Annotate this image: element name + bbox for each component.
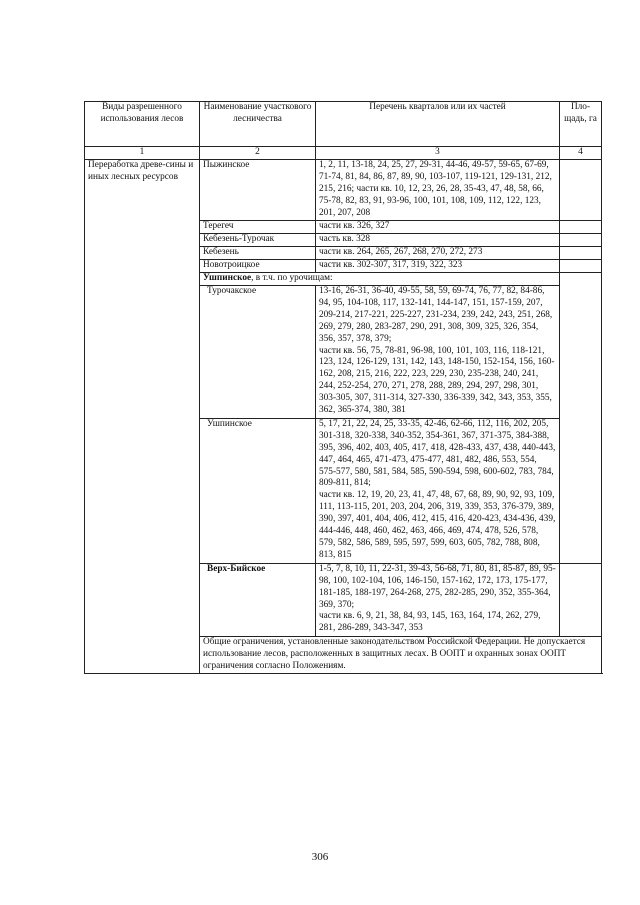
quarters-parts: части кв. 56, 75, 78-81, 96-98, 100, 101, 103, 116, 118-121, 123, 124, 126-129, 131, 142, 143, 148-150, 152-154, 156, 160-162, 208, 215, 216, 222, 223, 229, 230, 235-238, 240, 241, 244, 252-254, 270, 271, 278, 288, 289, 294, 297, 298, 301, 303-305, 307, 311-314, 327-330, 336-339, 342, 343, 353, 355, 362, 365-374, 380, 381 bbox=[319, 345, 555, 416]
area-cell bbox=[560, 159, 602, 221]
quarters-parts: части кв. 12, 19, 20, 23, 41, 47, 48, 67, 68, 89, 90, 92, 93, 109, 111, 113-115, 201, 203, 204, 206, 319, 339, 353, 376-379, 389, 390, 397, 401, 404, 406, 412, 415, 416, 420-423, 434-436, 439, 444-446, 448, 460, 462, 463, 466, 469, 474, 478, 526, 578, 579, 582, 586, 589, 595, 597, 599, 603, 605, 782, 788, 808, 813, 815 bbox=[319, 490, 556, 560]
ushpinskoe-title: Ушпинское bbox=[203, 273, 252, 284]
quarters-list: части кв. 326, 327 bbox=[316, 221, 560, 234]
district-name: Кебезень bbox=[200, 247, 316, 260]
header-row bbox=[85, 102, 602, 147]
forest-use-table bbox=[84, 101, 602, 674]
district-name: Кебезень-Турочак bbox=[200, 234, 316, 247]
col-number: 1 bbox=[85, 147, 200, 160]
table-row bbox=[85, 159, 602, 221]
header-quarters: Перечень кварталов или их частей bbox=[316, 102, 560, 147]
header-area: Пло-щадь, га bbox=[560, 102, 602, 147]
header-use-type: Виды разрешенного использования лесов bbox=[85, 102, 200, 147]
column-number-row bbox=[85, 147, 602, 160]
quarters-list bbox=[316, 563, 560, 636]
quarters-parts: части кв. 6, 9, 21, 38, 84, 93, 145, 163, 164, 174, 262, 279, 281, 286-289, 343-347, 353 bbox=[319, 611, 541, 634]
col-number: 4 bbox=[560, 147, 602, 160]
tract-name: Турочакское bbox=[200, 285, 316, 418]
quarters-list: 1, 2, 11, 13-18, 24, 25, 27, 29-31, 44-46, 49-57, 59-65, 67-69, 71-74, 81, 84, 86, 87, 89, 90, 103-107, 119-121, 129-131, 212, 215, 216; части кв. 10, 12, 23, 26, 28, 35-43, 47, 48, 58, 66, 75-78, 82, 83, 91, 93-96, 100, 101, 108, 109, 112, 122, 123, 201, 207, 208 bbox=[316, 159, 560, 221]
district-name: Новотроицкое bbox=[200, 260, 316, 273]
area-cell bbox=[560, 273, 602, 564]
quarters-full: 13-16, 26-31, 36-40, 49-55, 58, 59, 69-74, 76, 77, 82, 84-86, 94, 95, 104-108, 117, 132-141, 144-147, 151, 157-159, 207, 209-214, 217-221, 225-227, 231-234, 239, 242, 243, 251, 268, 269, 279, 280, 283-287, 290, 291, 308, 309, 325, 326, 354, 356, 357, 378, 379; bbox=[319, 285, 553, 344]
ushpinskoe-suffix: , в т.ч. по урочищам: bbox=[251, 273, 333, 284]
ushpinskoe-heading bbox=[200, 273, 560, 286]
district-name: Пыжинское bbox=[200, 159, 316, 221]
general-restrictions: Общие ограничения, установленные законодательством Российской Федерации. Не допускается использование лесов, расположенных в защитных лесах. В ООПТ и охранных зонах ООПТ ограничения согласно Положениям. bbox=[200, 637, 602, 674]
quarters-full: 5, 17, 21, 22, 24, 25, 33-35, 42-46, 62-66, 112, 116, 202, 205, 301-318, 320-338, 340-352, 354-361, 367, 371-375, 384-388, 395, 396, 402, 403, 405, 417, 418, 428-433, 437, 438, 440-443, 447, 464, 465, 471-473, 475-477, 481, 482, 486, 553, 554, 575-577, 580, 581, 584, 585, 590-594, 598, 600-602, 783, 784, 809-811, 814; bbox=[319, 418, 556, 489]
district-name: Терегеч bbox=[200, 221, 316, 234]
quarters-list: части кв. 302-307, 317, 319, 322, 323 bbox=[316, 260, 560, 273]
page-number: 306 bbox=[311, 851, 329, 863]
quarters-list bbox=[316, 285, 560, 418]
col-number: 2 bbox=[200, 147, 316, 160]
tract-name: Ушпинское bbox=[200, 418, 316, 563]
quarters-list bbox=[316, 418, 560, 563]
district-name: Верх-Бийское bbox=[200, 563, 316, 636]
area-cell bbox=[560, 563, 602, 636]
area-cell bbox=[560, 234, 602, 247]
area-cell bbox=[560, 260, 602, 273]
quarters-full: 1-5, 7, 8, 10, 11, 22-31, 39-43, 56-68, 71, 80, 81, 85-87, 89, 95-98, 100, 102-104, 106, 146-150, 157-162, 172, 173, 175-177, 181-185, 188-197, 264-268, 275, 282-285, 290, 352, 355-364, 369, 370; bbox=[319, 563, 556, 610]
quarters-list: часть кв. 328 bbox=[316, 234, 560, 247]
quarters-list: части кв. 264, 265, 267, 268, 270, 272, 273 bbox=[316, 247, 560, 260]
header-district: Наименование участкового лесничества bbox=[200, 102, 316, 147]
col-number: 3 bbox=[316, 147, 560, 160]
use-type-cell: Переработка древе-сины и иных лесных ресурсов bbox=[85, 159, 200, 673]
area-cell bbox=[560, 247, 602, 260]
area-cell bbox=[560, 221, 602, 234]
